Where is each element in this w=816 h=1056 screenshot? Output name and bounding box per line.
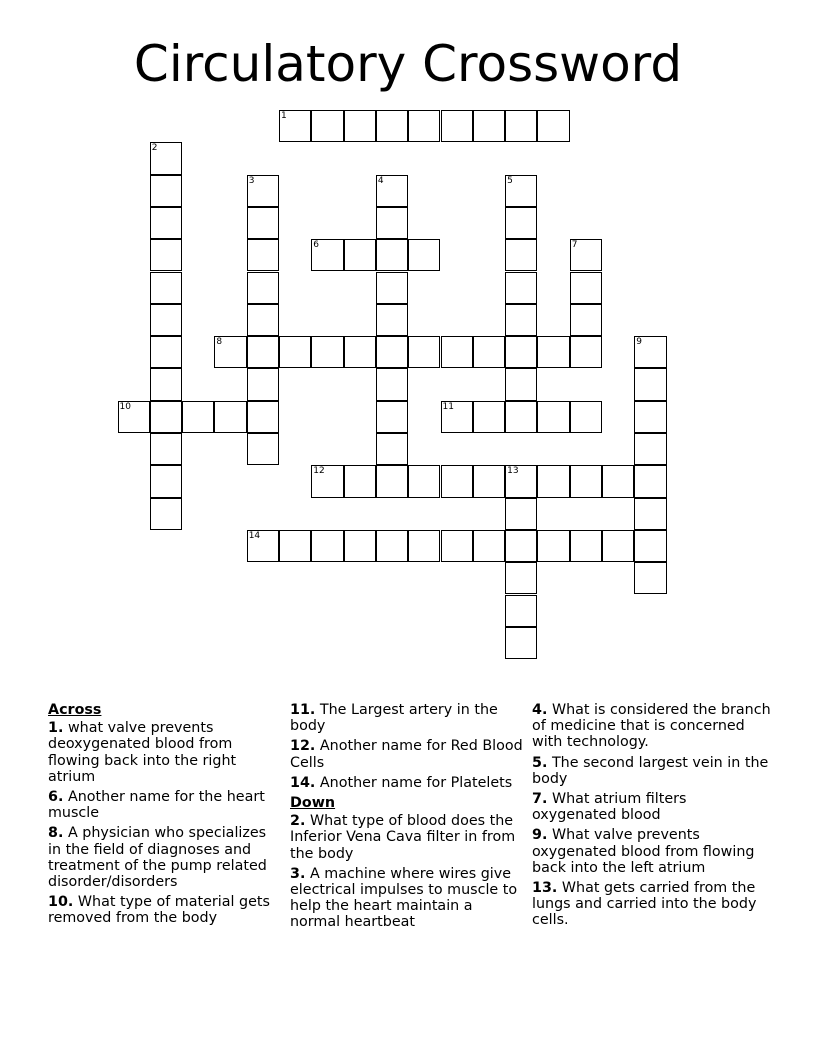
crossword-cell[interactable] <box>408 530 440 562</box>
crossword-cell[interactable] <box>441 465 473 497</box>
crossword-cell[interactable] <box>602 465 634 497</box>
crossword-cell[interactable] <box>537 530 569 562</box>
crossword-cell[interactable] <box>570 401 602 433</box>
crossword-cell[interactable] <box>505 498 537 530</box>
clue-across-1: 1. what valve prevents deoxygenated blood from flowing back into the right atrium <box>48 720 237 785</box>
clue-across-10: 10. What type of material gets removed from the body <box>48 894 270 927</box>
crossword-cell[interactable] <box>602 530 634 562</box>
crossword-cell[interactable] <box>441 401 473 433</box>
clue-down-4: 4. What is considered the branch of medicine that is concerned with technology. <box>532 702 771 751</box>
clue-across-14: 14. Another name for Platelets <box>290 774 513 791</box>
clue-down-9: 9. What valve prevents oxygenated blood from flowing back into the left atrium <box>532 827 755 876</box>
crossword-cell[interactable] <box>473 336 505 368</box>
crossword-cell[interactable] <box>634 562 666 594</box>
page-title: Circulatory Crossword <box>133 35 683 93</box>
crossword-cell[interactable] <box>570 304 602 336</box>
crossword-cell[interactable] <box>182 401 214 433</box>
crossword-cell[interactable] <box>150 336 182 368</box>
crossword-cell[interactable] <box>505 304 537 336</box>
crossword-cell[interactable] <box>118 401 150 433</box>
crossword-cell[interactable] <box>279 530 311 562</box>
crossword-cell[interactable] <box>150 433 182 465</box>
crossword-cell[interactable] <box>634 336 666 368</box>
crossword-cell[interactable] <box>311 336 343 368</box>
crossword-cell[interactable] <box>247 336 279 368</box>
crossword-cell[interactable] <box>537 465 569 497</box>
crossword-cell[interactable] <box>150 272 182 304</box>
clue-down-13: 13. What gets carried from the lungs and carried into the body cells. <box>532 880 757 929</box>
crossword-cell[interactable] <box>247 304 279 336</box>
crossword-cell[interactable] <box>505 207 537 239</box>
crossword-cell[interactable] <box>150 401 182 433</box>
cell-number: 11 <box>442 401 454 412</box>
crossword-cell[interactable] <box>376 433 408 465</box>
clue-down-2: 2. What type of blood does the Inferior Vena Cava filter in from the body <box>290 813 516 862</box>
crossword-cell[interactable] <box>344 530 376 562</box>
crossword-cell[interactable] <box>505 336 537 368</box>
crossword-cell[interactable] <box>505 595 537 627</box>
crossword-cell[interactable] <box>537 336 569 368</box>
crossword-cell[interactable] <box>408 239 440 271</box>
cell-number: 5 <box>507 175 513 186</box>
crossword-cell[interactable] <box>150 465 182 497</box>
crossword-cell[interactable] <box>376 336 408 368</box>
crossword-cell[interactable] <box>505 465 537 497</box>
crossword-cell[interactable] <box>247 530 279 562</box>
crossword-cell[interactable] <box>634 433 666 465</box>
clue-across-12: 12. Another name for Red Blood Cells <box>290 738 523 771</box>
crossword-cell[interactable] <box>505 401 537 433</box>
crossword-cell[interactable] <box>634 368 666 400</box>
crossword-cell[interactable] <box>279 110 311 142</box>
crossword-cell[interactable] <box>570 530 602 562</box>
crossword-cell[interactable] <box>376 175 408 207</box>
crossword-cell[interactable] <box>376 368 408 400</box>
crossword-cell[interactable] <box>376 401 408 433</box>
crossword-cell[interactable] <box>247 433 279 465</box>
crossword-cell[interactable] <box>150 175 182 207</box>
crossword-cell[interactable] <box>214 336 246 368</box>
crossword-cell[interactable] <box>441 336 473 368</box>
crossword-cell[interactable] <box>376 239 408 271</box>
cell-number: 9 <box>636 337 643 348</box>
crossword-cell[interactable] <box>376 304 408 336</box>
crossword-cell[interactable] <box>311 239 343 271</box>
crossword-cell[interactable] <box>473 465 505 497</box>
clue-across-6: 6. Another name for the heart muscle <box>48 789 265 822</box>
crossword-cell[interactable] <box>150 368 182 400</box>
crossword-cell[interactable] <box>537 110 569 142</box>
crossword-cell[interactable] <box>247 272 279 304</box>
crossword-cell[interactable] <box>344 110 376 142</box>
crossword-cell[interactable] <box>311 465 343 497</box>
crossword-cell[interactable] <box>376 207 408 239</box>
crossword-cell[interactable] <box>150 304 182 336</box>
crossword-cell[interactable] <box>505 562 537 594</box>
crossword-cell[interactable] <box>247 368 279 400</box>
clue-down-5: 5. The second largest vein in the body <box>532 754 769 787</box>
crossword-cell[interactable] <box>473 530 505 562</box>
crossword-cell[interactable] <box>441 530 473 562</box>
crossword-cell[interactable] <box>473 401 505 433</box>
crossword-cell[interactable] <box>344 336 376 368</box>
crossword-cell[interactable] <box>570 336 602 368</box>
cell-number: 4 <box>377 175 384 186</box>
clues-column-2 <box>290 702 526 935</box>
clue-down-7: 7. What atrium filters oxygenated blood <box>532 791 687 824</box>
clue-across-8: 8. A physician who specializes in the field of diagnoses and treatment of the pump related disorder/disorders <box>48 825 267 891</box>
cell-number: 1 <box>281 111 287 121</box>
crossword-cell[interactable] <box>570 239 602 271</box>
crossword-cell[interactable] <box>214 401 246 433</box>
crossword-cell[interactable] <box>505 627 537 659</box>
crossword-cell[interactable] <box>344 465 376 497</box>
crossword-cell[interactable] <box>376 272 408 304</box>
crossword-cell[interactable] <box>505 175 537 207</box>
crossword-cell[interactable] <box>634 401 666 433</box>
crossword-cell[interactable] <box>505 530 537 562</box>
crossword-cell[interactable] <box>150 142 182 174</box>
crossword-cell[interactable] <box>408 465 440 497</box>
crossword-cell[interactable] <box>634 530 666 562</box>
crossword-cell[interactable] <box>247 401 279 433</box>
crossword-cell[interactable] <box>634 498 666 530</box>
crossword-cell[interactable] <box>376 465 408 497</box>
clues-column-1 <box>48 702 270 931</box>
crossword-cell[interactable] <box>570 465 602 497</box>
crossword-cell[interactable] <box>505 368 537 400</box>
cell-number: 2 <box>151 143 158 154</box>
cell-number: 13 <box>507 466 519 477</box>
cell-number: 7 <box>571 240 578 251</box>
crossword-cell[interactable] <box>570 272 602 304</box>
clue-down-3: 3. A machine where wires give electrical impulses to muscle to help the heart maintain a normal heartbeat <box>290 865 518 931</box>
cell-number: 12 <box>313 466 325 477</box>
cell-number: 10 <box>119 401 131 412</box>
crossword-cell[interactable] <box>408 110 440 142</box>
crossword-cell[interactable] <box>150 239 182 271</box>
clue-across-11: 11. The Largest artery in the body <box>290 702 498 735</box>
crossword-cell[interactable] <box>311 110 343 142</box>
crossword-cell[interactable] <box>376 110 408 142</box>
crossword-cell[interactable] <box>150 207 182 239</box>
crossword-cell[interactable] <box>376 530 408 562</box>
cell-number: 8 <box>216 337 223 348</box>
crossword-cell[interactable] <box>279 336 311 368</box>
clues-column-3 <box>532 702 772 933</box>
crossword-cell[interactable] <box>505 110 537 142</box>
down-heading: Down <box>290 795 336 812</box>
cell-number: 6 <box>313 240 320 251</box>
cell-number: 3 <box>248 175 255 186</box>
crossword-cell[interactable] <box>634 465 666 497</box>
cell-number: 14 <box>248 530 261 541</box>
crossword-cell[interactable] <box>311 530 343 562</box>
crossword-cell[interactable] <box>344 239 376 271</box>
crossword-cell[interactable] <box>473 110 505 142</box>
crossword-cell[interactable] <box>247 207 279 239</box>
crossword-cell[interactable] <box>247 175 279 207</box>
across-heading: Across <box>48 702 102 718</box>
crossword-cell[interactable] <box>408 336 440 368</box>
crossword-cell[interactable] <box>505 272 537 304</box>
crossword-cell[interactable] <box>150 498 182 530</box>
crossword-cell[interactable] <box>441 110 473 142</box>
crossword-cell[interactable] <box>247 239 279 271</box>
crossword-cell[interactable] <box>505 239 537 271</box>
crossword-cell[interactable] <box>537 401 569 433</box>
